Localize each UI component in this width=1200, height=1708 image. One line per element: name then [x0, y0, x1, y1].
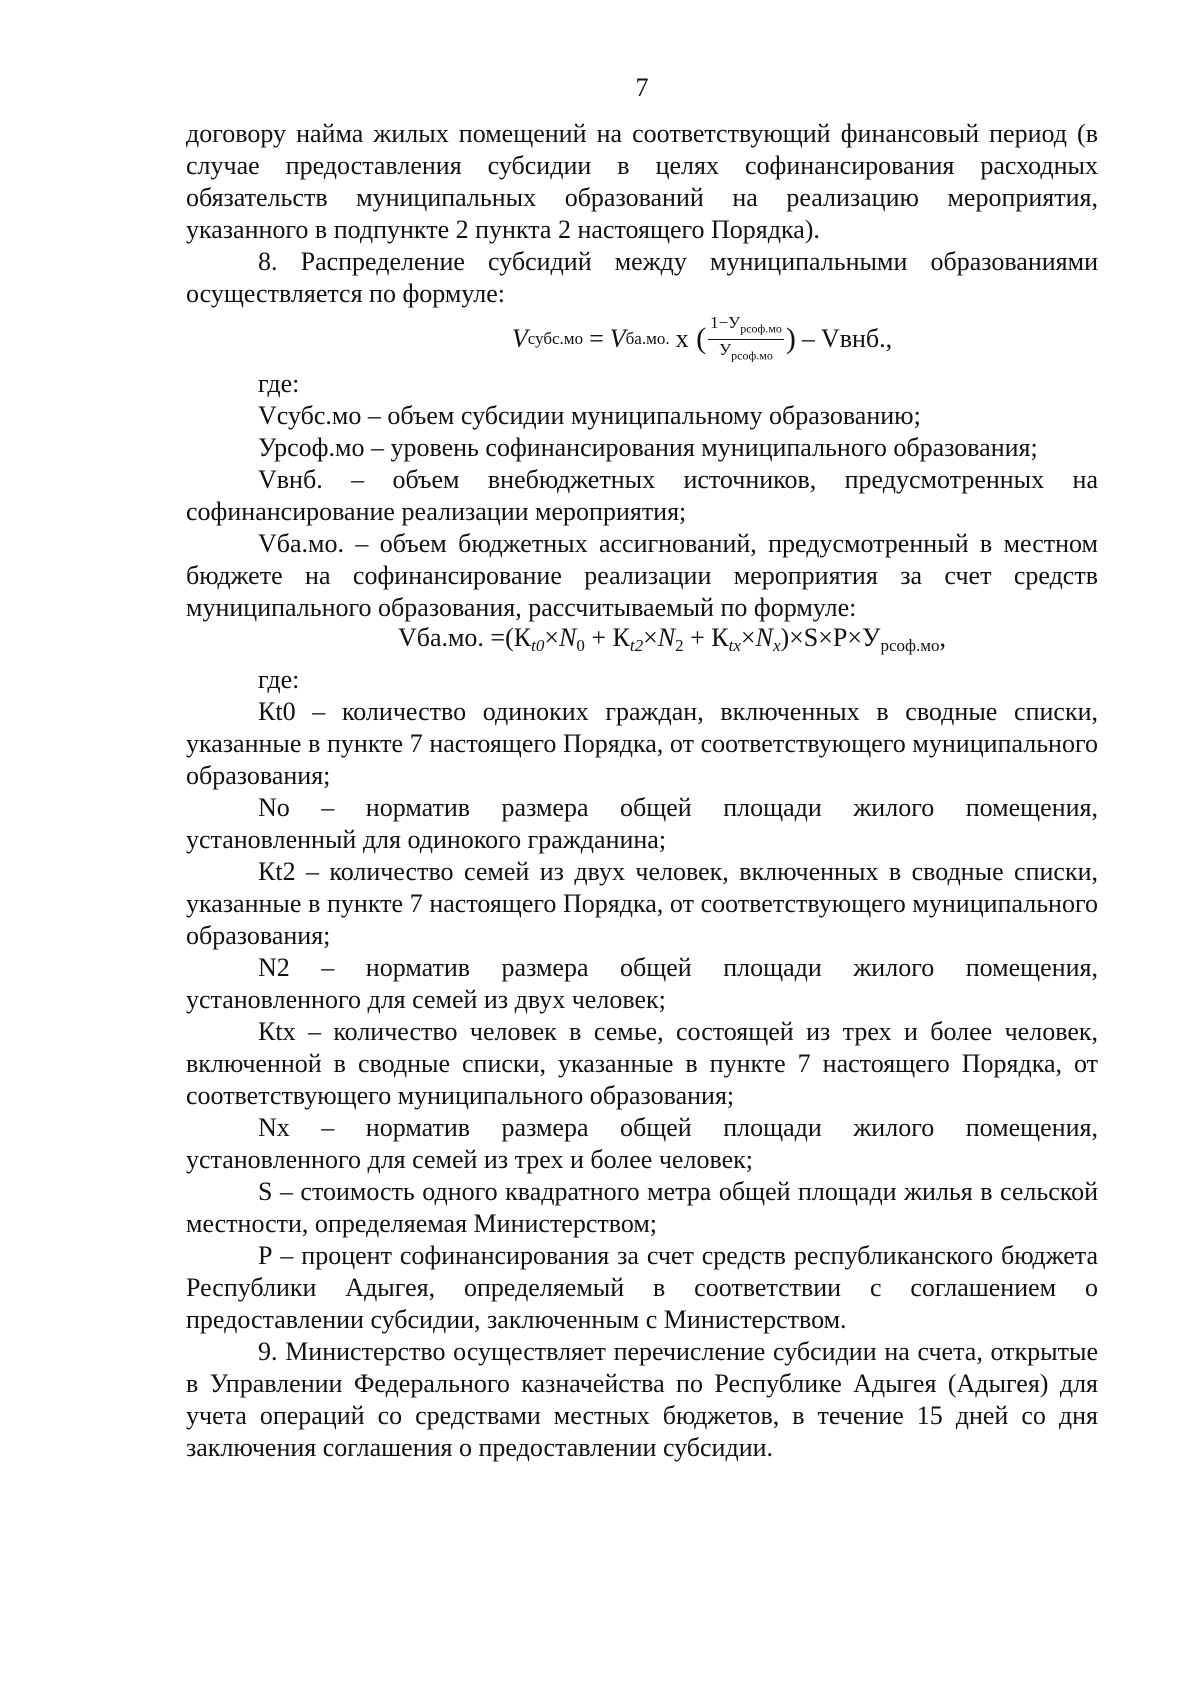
page-number: 7 [635, 73, 649, 102]
definition-no: No – норматив размера общей площади жилого помещения, установленный для одинокого гражданина; [186, 793, 1098, 854]
definition-nx: Nx – норматив размера общей площади жилого помещения, установленного для семей из трех и более человек; [186, 1113, 1098, 1174]
formula2-k2-sub: t2 [629, 636, 644, 655]
definition-s: S – стоимость одного квадратного метра общей площади жилья в сельской местности, определяемая Министерством; [186, 1177, 1098, 1238]
formula2-tail: )×S×P×У [780, 623, 881, 652]
fraction-numerator: 1−У [710, 313, 741, 333]
definition-p: Р – процент софинансирования за счет средств республиканского бюджета Республики Адыгея, определяемый в соответствии с соглашением о предоставлении субсидии, заключенным с Министерством. [186, 1241, 1098, 1334]
definition-ursof: Урсоф.мо – уровень софинансирования муниципального образования; [258, 433, 1038, 462]
formula2-end: , [939, 623, 947, 652]
formula2-n2-sub: 2 [675, 636, 684, 655]
formula2-n0-sub: 0 [576, 636, 585, 655]
formula-eq: = [589, 324, 604, 353]
definition-vba: Vба.мо. – объем бюджетных ассигнований, предусмотренный в местном бюджете на софинансирование реализации мероприятия за счет средств муниципального образования, рассчитываемый по формуле: [186, 529, 1098, 622]
definition-kt0: Кt0 – количество одиноких граждан, включенных в сводные списки, указанные в пункте 7 настоящего Порядка, от соответствующего муниципального образования; [186, 697, 1098, 790]
formula-minus: – [801, 324, 815, 353]
definition-vvnb: Vвнб. – объем внебюджетных источников, предусмотренных на софинансирование реализации мероприятия; [186, 465, 1098, 526]
formula-vvnb: Vвнб., [820, 324, 893, 353]
formula-fraction [708, 313, 784, 365]
definition-vsubs: Vсубс.мо – объем субсидии муниципальному образованию; [258, 401, 921, 430]
formula2-lhs: Vба.мо. =( [397, 623, 514, 652]
where-label-2: где: [258, 665, 300, 694]
definition-kt2: Кt2 – количество семей из двух человек, включенных в сводные списки, указанные в пункте 7 настоящего Порядка, от соответствующего муниципального образования; [186, 857, 1098, 950]
paragraph-8: 8. Распределение субсидий между муниципальными образованиями осуществляется по формуле: [186, 247, 1098, 308]
fraction-denominator-sub: рсоф.мо [731, 347, 773, 362]
formula2-tail-sub: рсоф.мо [880, 636, 940, 655]
formula2-n2: N [657, 623, 676, 652]
formula2-kx: К [711, 623, 729, 652]
formula-lhs: V [511, 324, 528, 353]
budget-formula: Vба.мо. $=(К_{t0}\times N_0 + К_{t2}\times N_2 + К_{tx}\times N_x)\times S\times P\times У_{рсоф.мо}$, [397, 623, 947, 655]
fraction-denominator: У [719, 339, 732, 359]
definition-n2: N2 – норматив размера общей площади жилого помещения, установленного для семей из двух человек; [186, 953, 1098, 1014]
formula2-nx: N [755, 623, 773, 652]
formula2-k0: К [513, 623, 532, 652]
definition-ktx: Кtx – количество человек в семье, состоящей из трех и более человек, включенной в сводные списки, указанные в пункте 7 настоящего Порядка, от соответствующего муниципального образования; [186, 1017, 1098, 1110]
formula2-n0: N [559, 623, 577, 652]
formula-times: x [675, 324, 689, 353]
formula-vba-sub: ба.мо. [625, 329, 670, 348]
fraction-numerator-sub: рсоф.мо [740, 321, 782, 336]
formula2-nx-sub: x [772, 636, 781, 655]
paragraph-9: 9. Министерство осуществляет перечисление субсидии на счета, открытые в Управлении Федерального казначейства по Республике Адыгея (Адыгея) для учета операций со средствами местных бюджетов, в течение 15 дней со дня заключения соглашения о предоставлении субсидии. [186, 1337, 1098, 1462]
where-label-1: где: [258, 369, 300, 398]
subsidy-formula: V субс.мо = V ба.мо. x ( $\frac{1-У_{рсоф.мо}}{У_{рсоф.мо}}$ ) – Vвнб., [186, 310, 1098, 368]
paragraph-continuation: договору найма жилых помещений на соответствующий финансовый период (в случае предоставления субсидии в целях софинансирования расходных обязательств муниципальных образований на реализацию мероприятия, указанного в подпункте 2 пункта 2 настоящего Порядка). [186, 119, 1098, 244]
formula2-k2: К [612, 623, 630, 652]
formula-vba: V [609, 324, 626, 353]
formula2-kx-sub: tx [728, 636, 741, 655]
formula-lhs-sub: субс.мо [527, 329, 584, 348]
document-page [186, 72, 1098, 1464]
formula2-k0-sub: t0 [531, 636, 545, 655]
